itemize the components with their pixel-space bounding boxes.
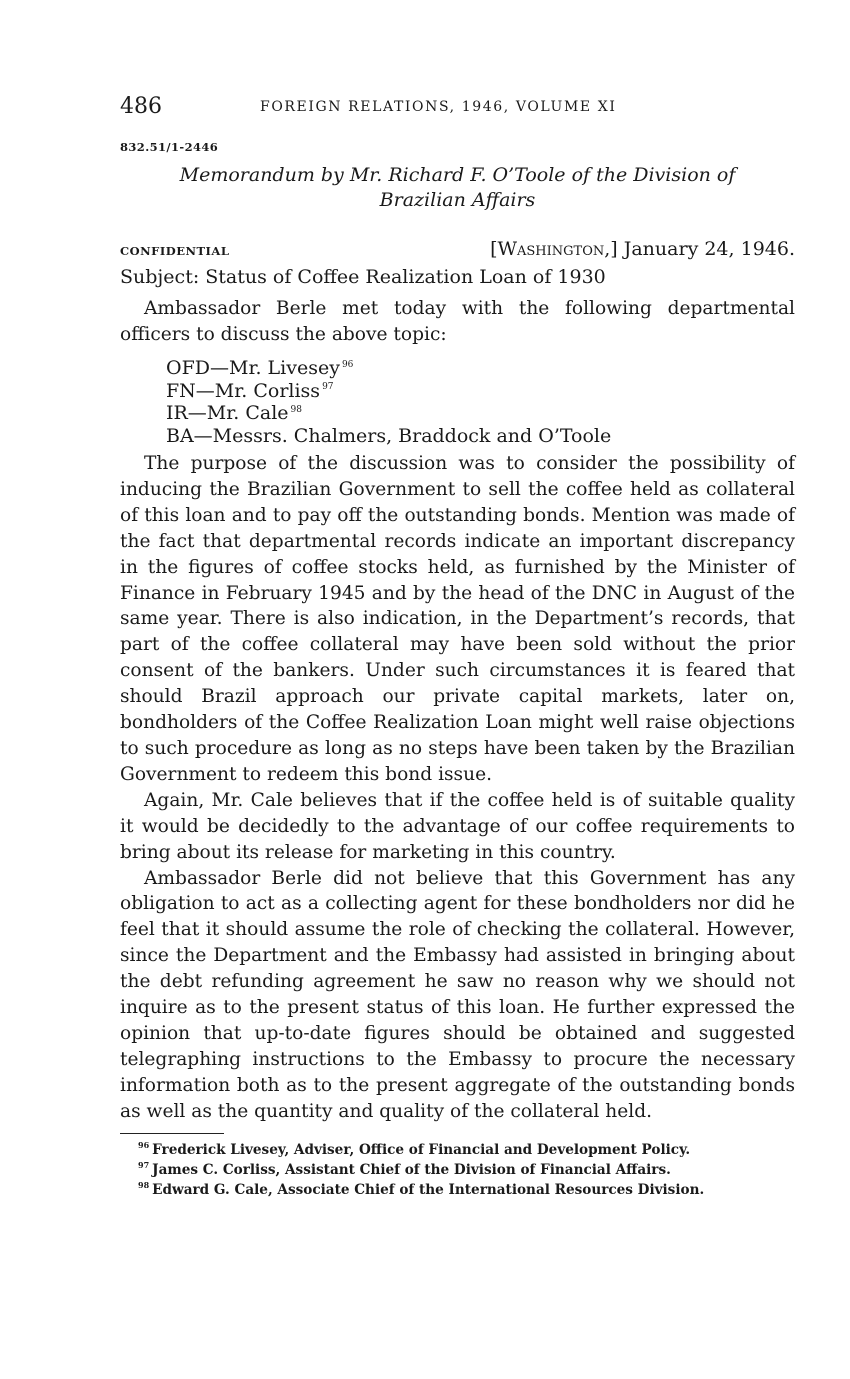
memo-body: [120, 451, 795, 1125]
classification-label: CONFIDENTIAL: [120, 244, 230, 258]
body-paragraph-1: The purpose of the discussion was to consider the possibility of inducing the Brazilian Government to sell the coffee held as collateral of this loan and to pay off the outstanding bonds. Mention was made of the fact that departmental records indicate an important discrepancy in the figures of coffee stocks held, as furnished by the Minister of Finance in February 1945 and by the head of the DNC in August of the same year. There is also indication, in the Department’s records, that part of the coffee collateral may have been sold without the prior consent of the bankers. Under such circumstances it is feared that should Brazil approach our private capital markets, later on, bondholders of the Coffee Realization Loan might well raise objections to such procedure as long as no steps have been taken by the Brazilian Government to redeem this bond issue.: [120, 453, 795, 785]
footnote-item: $^{98}$ Edward G. Cale, Associate Chief of the International Resources Division.: [138, 1180, 705, 1198]
footnote-ref: 98: [290, 404, 302, 415]
memo-title-line-2: Brazilian Affairs: [379, 189, 536, 211]
dateline: [120, 238, 795, 264]
attendee-item: BA—Messrs. Chalmers, Braddock and O’Toole: [166, 424, 612, 447]
attendee-item: IR—Mr. Cale $^{98}$: [166, 402, 302, 424]
footnote-item: $^{96}$ Frederick Livesey, Adviser, Office of Financial and Development Policy.: [138, 1140, 691, 1158]
page-header: [120, 94, 795, 122]
footnote-item: $^{97}$ James C. Corliss, Assistant Chief of the Division of Financial Affairs.: [138, 1160, 671, 1178]
intro-paragraph: [120, 296, 795, 348]
date-line: [490, 238, 795, 260]
attendee-item: FN—Mr. Corliss $^{97}$: [166, 379, 334, 402]
footnote-ref: 96: [341, 359, 354, 370]
intro-text: Ambassador Berle met today with the following departmental officers to discuss the above topic:: [120, 298, 795, 345]
attendee-item: OFD—Mr. Livesey $^{96}$: [166, 357, 354, 379]
attendee-list: [166, 357, 611, 447]
body-paragraph-3: Ambassador Berle did not believe that this Government has any obligation to act as a collecting agent for these bondholders nor did he feel that it should assume the role of checking the collateral. However, since the Department and the Embassy had assisted in bringing about the debt refunding agreement he saw no reason why we should not inquire as to the present status of this loan. He further expressed the opinion that up-to-date figures should be obtained and suggested telegraphing instructions to the Embassy to procure the necessary information both as to the present aggregate of the outstanding bonds as well as the quantity and quality of the collateral held.: [120, 867, 795, 1122]
body-paragraph-2: Again, Mr. Cale believes that if the coffee held is of suitable quality it would be decidedly to the advantage of our coffee requirements to bring about its release for marketing in this country.: [120, 789, 795, 863]
file-number: 832.51/1-2446: [120, 140, 219, 154]
page-number: 486: [120, 94, 162, 119]
place-close: ,]: [604, 238, 618, 260]
running-title: FOREIGN RELATIONS, 1946, VOLUME XI: [260, 99, 617, 115]
date-text: January 24, 1946.: [617, 238, 795, 260]
place-open: [W: [490, 238, 518, 260]
subject-line: Subject: Status of Coffee Realization Loan of 1930: [120, 266, 606, 288]
memo-title-line-1: Memorandum by Mr. Richard F. O’Toole of the Division of: [179, 164, 736, 186]
footnotes: [138, 1140, 798, 1200]
footnote-ref: 97: [322, 382, 334, 393]
place-name: ashington: [517, 238, 605, 260]
footnote-divider: [120, 1133, 224, 1134]
memo-title: [120, 163, 795, 213]
